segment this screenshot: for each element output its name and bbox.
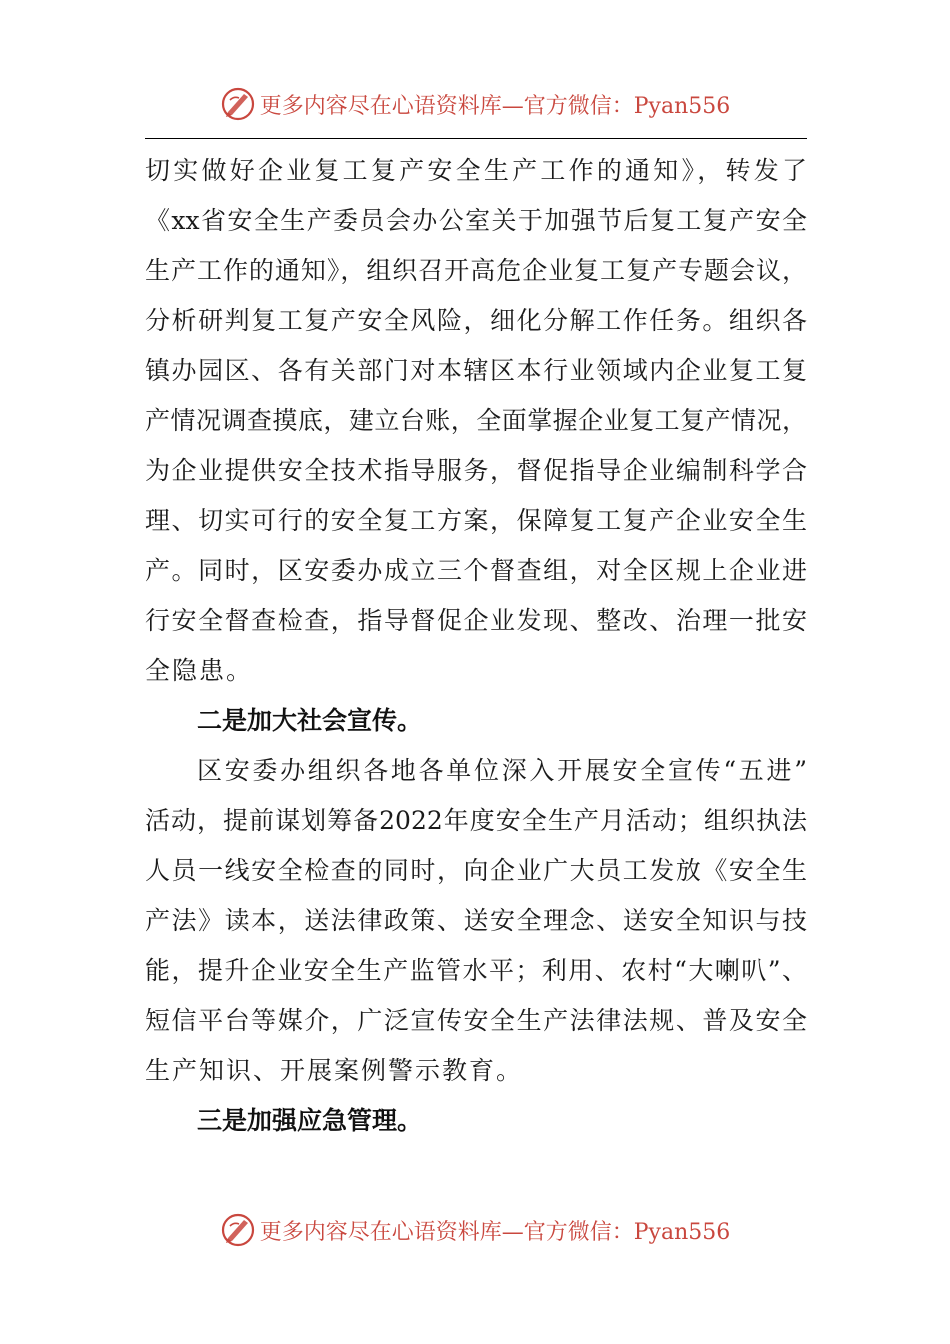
- para2-line: 活动，提前谋划筹备2022年度安全生产月活动；组织执法: [145, 806, 807, 835]
- section-heading-3: 三是加强应急管理。: [197, 1106, 423, 1135]
- para1-line: 分析研判复工复产安全风险，细化分解工作任务。组织各: [145, 306, 807, 335]
- para1-line: 切实做好企业复工复产安全生产工作的通知》，转发了: [145, 156, 807, 185]
- para2-line: 短信平台等媒介，广泛宣传安全生产法律法规、普及安全: [145, 1006, 807, 1035]
- document-body: [145, 146, 807, 1146]
- para1-line: 全隐患。: [145, 656, 254, 685]
- para1-line: 为企业提供安全技术指导服务，督促指导企业编制科学合: [145, 456, 807, 485]
- header-banner: [0, 82, 950, 126]
- section-heading-2: 二是加大社会宣传。: [197, 706, 423, 735]
- para2-line: 生产知识、开展案例警示教育。: [145, 1056, 524, 1085]
- para2-line: 区安委办组织各地各单位深入开展安全宣传“五进”: [197, 756, 807, 785]
- footer-banner-text: 更多内容尽在心语资料库—官方微信：Pyan556: [259, 1219, 731, 1245]
- para1-line: 《xx省安全生产委员会办公室关于加强节后复工复产安全: [145, 206, 807, 235]
- header-banner-text: 更多内容尽在心语资料库—官方微信：Pyan556: [259, 93, 731, 119]
- pen-seal-icon: [220, 1212, 256, 1248]
- para1-line: 生产工作的通知》，组织召开高危企业复工复产专题会议，: [145, 256, 807, 285]
- para2-line: 人员一线安全检查的同时，向企业广大员工发放《安全生: [145, 856, 807, 885]
- pen-seal-icon: [220, 86, 256, 122]
- para1-line: 镇办园区、各有关部门对本辖区本行业领域内企业复工复: [145, 356, 807, 385]
- footer-banner: [0, 1208, 950, 1252]
- para1-line: 产情况调查摸底，建立台账，全面掌握企业复工复产情况，: [145, 406, 807, 435]
- para1-line: 理、切实可行的安全复工方案，保障复工复产企业安全生: [145, 506, 807, 535]
- para2-line: 产法》读本，送法律政策、送安全理念、送安全知识与技: [145, 906, 807, 935]
- para1-line: 行安全督查检查，指导督促企业发现、整改、治理一批安: [145, 606, 807, 635]
- header-rule: [145, 138, 807, 139]
- para1-line: 产。同时，区安委办成立三个督查组，对全区规上企业进: [145, 556, 807, 585]
- para2-line: 能，提升企业安全生产监管水平；利用、农村“大喇叭”、: [145, 956, 807, 985]
